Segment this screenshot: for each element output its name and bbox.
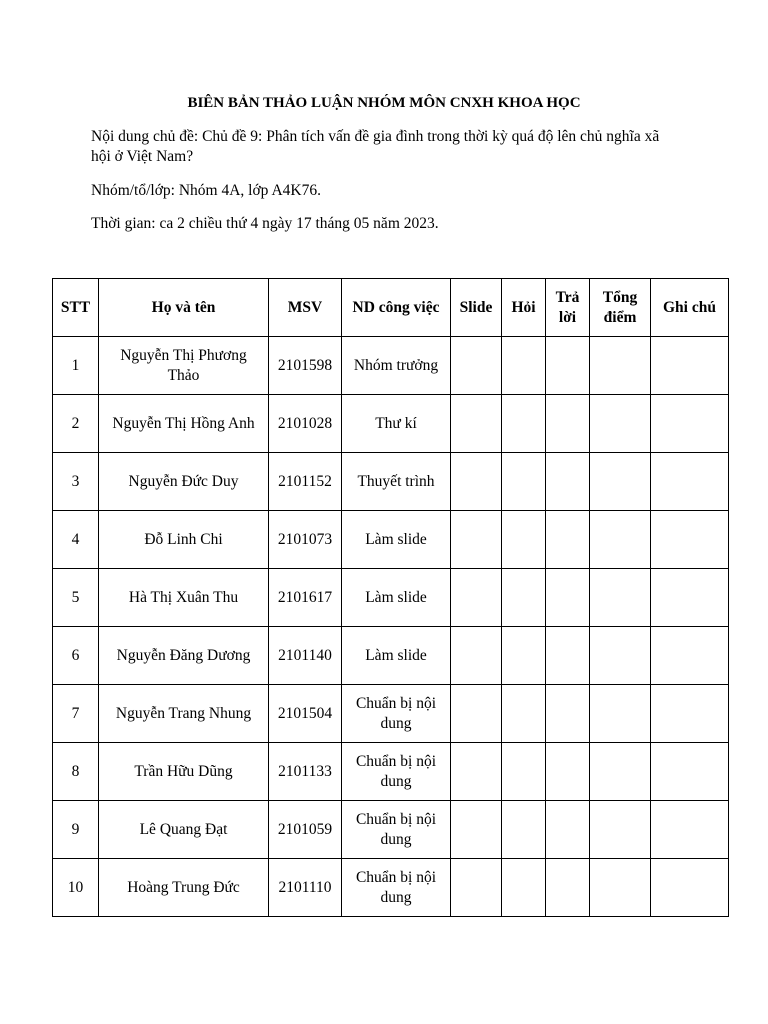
cell-task: Thư kí [342, 395, 451, 453]
cell-total [590, 511, 651, 569]
cell-note [651, 743, 729, 801]
cell-note [651, 859, 729, 917]
header-ask: Hỏi [502, 279, 546, 337]
cell-name: Trần Hữu Dũng [99, 743, 269, 801]
cell-name: Nguyễn Thị Hồng Anh [99, 395, 269, 453]
cell-task: Chuẩn bị nội dung [342, 685, 451, 743]
cell-note [651, 801, 729, 859]
table-row [53, 685, 729, 743]
cell-name: Hoàng Trung Đức [99, 859, 269, 917]
cell-msv: 2101110 [269, 859, 342, 917]
table-row [53, 743, 729, 801]
cell-task: Chuẩn bị nội dung [342, 859, 451, 917]
cell-name: Lê Quang Đạt [99, 801, 269, 859]
cell-ask [502, 337, 546, 395]
cell-ask [502, 453, 546, 511]
header-note: Ghi chú [651, 279, 729, 337]
cell-stt: 7 [53, 685, 99, 743]
table-row [53, 627, 729, 685]
table-row [53, 395, 729, 453]
cell-task: Chuẩn bị nội dung [342, 801, 451, 859]
header-slide: Slide [451, 279, 502, 337]
cell-total [590, 395, 651, 453]
cell-msv: 2101504 [269, 685, 342, 743]
cell-note [651, 511, 729, 569]
cell-ask [502, 511, 546, 569]
cell-answer [546, 743, 590, 801]
cell-answer [546, 569, 590, 627]
cell-ask [502, 395, 546, 453]
cell-stt: 5 [53, 569, 99, 627]
cell-slide [451, 743, 502, 801]
cell-note [651, 627, 729, 685]
cell-answer [546, 685, 590, 743]
cell-stt: 9 [53, 801, 99, 859]
cell-msv: 2101598 [269, 337, 342, 395]
cell-msv: 2101617 [269, 569, 342, 627]
table-row [53, 337, 729, 395]
cell-answer [546, 627, 590, 685]
cell-stt: 6 [53, 627, 99, 685]
table-row [53, 569, 729, 627]
cell-slide [451, 569, 502, 627]
cell-note [651, 453, 729, 511]
cell-ask [502, 801, 546, 859]
group-line: Nhóm/tổ/lớp: Nhóm 4A, lớp A4K76. [91, 182, 321, 199]
cell-stt: 1 [53, 337, 99, 395]
cell-msv: 2101028 [269, 395, 342, 453]
cell-msv: 2101140 [269, 627, 342, 685]
header-name: Họ và tên [99, 279, 269, 337]
cell-stt: 2 [53, 395, 99, 453]
cell-slide [451, 685, 502, 743]
cell-task: Làm slide [342, 511, 451, 569]
cell-msv: 2101059 [269, 801, 342, 859]
cell-name: Nguyễn Trang Nhung [99, 685, 269, 743]
topic-line: Nội dung chủ đề: Chủ đề 9: Phân tích vấn đề gia đình trong thời kỳ quá độ lên chủ nghĩa xã hội ở Việt Nam? [91, 128, 660, 165]
cell-stt: 3 [53, 453, 99, 511]
cell-answer [546, 453, 590, 511]
cell-total [590, 743, 651, 801]
header-stt: STT [53, 279, 99, 337]
cell-total [590, 453, 651, 511]
cell-stt: 10 [53, 859, 99, 917]
cell-task: Chuẩn bị nội dung [342, 743, 451, 801]
cell-ask [502, 743, 546, 801]
cell-name: Hà Thị Xuân Thu [99, 569, 269, 627]
table-header-row [53, 279, 729, 337]
document-title: BIÊN BẢN THẢO LUẬN NHÓM MÔN CNXH KHOA HỌC [187, 95, 581, 111]
cell-task: Nhóm trưởng [342, 337, 451, 395]
cell-task: Làm slide [342, 569, 451, 627]
cell-stt: 4 [53, 511, 99, 569]
member-table [52, 278, 729, 917]
table-row [53, 511, 729, 569]
cell-answer [546, 395, 590, 453]
cell-total [590, 569, 651, 627]
cell-ask [502, 859, 546, 917]
cell-answer [546, 859, 590, 917]
cell-total [590, 685, 651, 743]
cell-total [590, 801, 651, 859]
cell-stt: 8 [53, 743, 99, 801]
cell-slide [451, 337, 502, 395]
table-row [53, 859, 729, 917]
cell-answer [546, 511, 590, 569]
cell-ask [502, 685, 546, 743]
cell-ask [502, 627, 546, 685]
header-total: Tổng điểm [590, 279, 651, 337]
cell-name: Nguyễn Đức Duy [99, 453, 269, 511]
cell-note [651, 685, 729, 743]
cell-slide [451, 627, 502, 685]
cell-name: Nguyễn Đăng Dương [99, 627, 269, 685]
cell-name: Đỗ Linh Chi [99, 511, 269, 569]
cell-task: Thuyết trình [342, 453, 451, 511]
cell-slide [451, 801, 502, 859]
cell-note [651, 337, 729, 395]
cell-msv: 2101133 [269, 743, 342, 801]
table-row [53, 801, 729, 859]
cell-answer [546, 337, 590, 395]
cell-slide [451, 395, 502, 453]
header-task: ND công việc [342, 279, 451, 337]
cell-slide [451, 511, 502, 569]
cell-ask [502, 569, 546, 627]
time-line: Thời gian: ca 2 chiều thứ 4 ngày 17 tháng 05 năm 2023. [91, 215, 439, 232]
cell-note [651, 569, 729, 627]
cell-total [590, 337, 651, 395]
cell-msv: 2101073 [269, 511, 342, 569]
cell-name: Nguyễn Thị Phương Thảo [99, 337, 269, 395]
cell-note [651, 395, 729, 453]
cell-total [590, 627, 651, 685]
header-msv: MSV [269, 279, 342, 337]
cell-answer [546, 801, 590, 859]
cell-slide [451, 859, 502, 917]
header-answer: Trả lời [546, 279, 590, 337]
table-row [53, 453, 729, 511]
cell-total [590, 859, 651, 917]
cell-slide [451, 453, 502, 511]
cell-task: Làm slide [342, 627, 451, 685]
cell-msv: 2101152 [269, 453, 342, 511]
